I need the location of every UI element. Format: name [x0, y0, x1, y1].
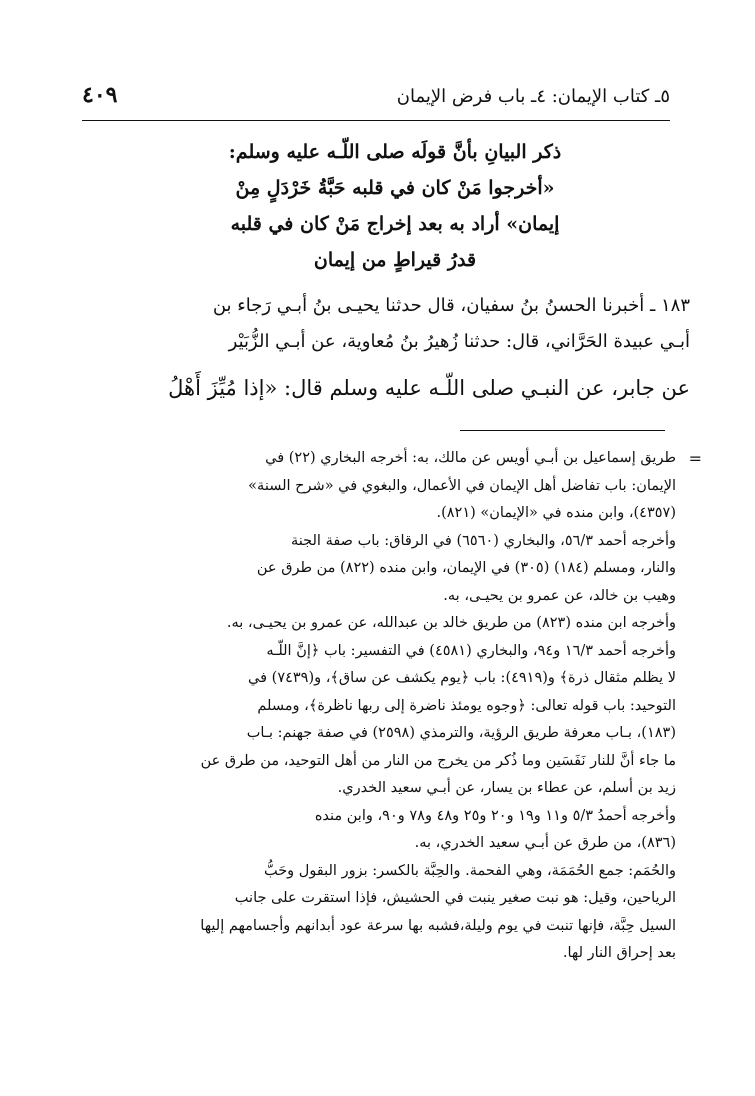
- page-number: ٤٠٩: [82, 82, 118, 108]
- footnote-line: وأخرجه ابن منده (٨٢٣) من طريق خالد بن عبدالله، عن عمرو بن يحيـى، به.: [226, 615, 676, 631]
- page-header: [82, 82, 670, 116]
- section-heading: [165, 134, 625, 278]
- footnote-line: [88, 445, 702, 473]
- heading-line: ذكر البيانِ بأنَّ قولَه صلى اللّـه عليه وسلم:: [228, 141, 562, 163]
- heading-line: «أخرجوا مَنْ كان في قلبه حَبَّةُ خَرْدَلٍ مِنْ: [235, 177, 555, 199]
- footnote-line: (٤٣٥٧)، وابن منده في «الإيمان» (٨٢١).: [436, 505, 676, 521]
- footnote-line: (١٨٣)، بـاب معرفة طريق الرؤية، والترمذي (٢٥٩٨) في صفة جهنم: بـاب: [246, 725, 676, 741]
- footnote-rule: [460, 430, 665, 431]
- running-title: ٥ـ كتاب الإيمان: ٤ـ باب فرض الإيمان: [396, 86, 670, 107]
- hadith-line: ١٨٣ ـ أخبرنا الحسنُ بنُ سفيان، قال حدثنا يحيـى بنُ أبـي رَجاء بن: [212, 295, 690, 316]
- footnotes: [88, 445, 702, 968]
- footnote-line: وهيب بن خالد، عن عمرو بن يحيـى، به.: [443, 587, 676, 604]
- heading-line: قدرُ قيراطٍ من إيمان: [313, 249, 477, 271]
- footnote-line: وأخرجه أحمد ٥٦/٣، والبخاري (٦٥٦٠) في الرقاق: باب صفة الجنة: [291, 532, 676, 549]
- hadith-line: عن جابر، عن النبـي صلى اللّـه عليه وسلم قال: «إذا مُيِّزَ أَهْلُ: [168, 376, 690, 400]
- footnote-line: لا يظلم مثقال ذرة﴾ و(٤٩١٩): باب ﴿يوم يكشف عن ساق﴾، و(٧٤٣٩) في: [248, 670, 676, 686]
- footnote-line: التوحيد: باب قوله تعالى: ﴿وجوه يومئذ ناضرة إلى ربها ناظرة﴾، ومسلم: [257, 697, 676, 714]
- footnote-line: بعد إحراق النار لها.: [562, 945, 676, 961]
- footnote-line: الإيمان: باب تفاضل أهل الإيمان في الأعمال، والبغوي في «شرح السنة»: [248, 477, 676, 494]
- footnote-line: والنار، ومسلم (١٨٤) (٣٠٥) في الإيمان، وابن منده (٨٢٢) من طرق عن: [256, 560, 676, 576]
- footnote-line: ما جاء أنَّ للنار نَفَسَين وما ذُكر من يخرج من النار من أهل التوحيد، من طرق عن: [200, 752, 676, 769]
- continuation-mark: =: [688, 449, 702, 468]
- heading-line: إيمان» أراد به بعد إخراج مَنْ كان في قلبه: [230, 213, 560, 235]
- hadith-line: أبـي عبيدة الحَرَّاني، قال: حدثنا زُهيرُ بنُ مُعاوية، عن أبـي الزُّبَيْر: [228, 331, 690, 352]
- header-rule: [82, 120, 670, 121]
- footnote-line: زيد بن أسلم، عن عطاء بن يسار، عن أبـي سعيد الخدري.: [337, 780, 676, 796]
- footnote-line: وأخرجه أحمد ١٦/٣ و٩٤، والبخاري (٤٥٨١) في التفسير: باب ﴿إنَّ اللّـه: [266, 642, 676, 659]
- footnote-line-text: طريق إسماعيل بن أبـي أويس عن مالك، به: أخرجه البخاري (٢٢) في: [265, 450, 676, 466]
- footnote-line: والحُمَم: جمع الحُمَمَة، وهي الفحمة. والحِبَّة بالكسر: بزور البقول وحَبُّ: [263, 862, 676, 879]
- footnote-line: وأخرجه أحمدُ ٥/٣ و١١ و١٩ و٢٠ و٢٥ و٤٨ و٧٨ و٩٠، وابن منده: [314, 807, 676, 824]
- hadith-text: [68, 288, 690, 406]
- footnote-line: الرياحين، وقيل: هو نبت صغير ينبت في الحشيش، فإذا استقرت على جانب: [234, 890, 676, 906]
- footnote-line: (٨٣٦)، من طرق عن أبـي سعيد الخدري، به.: [414, 835, 676, 851]
- footnote-line: السيل حِبَّة، فإنها تنبت في يوم وليلة،فشبه بها سرعة عود أبدانهم وأجسامهم إليها: [200, 917, 676, 934]
